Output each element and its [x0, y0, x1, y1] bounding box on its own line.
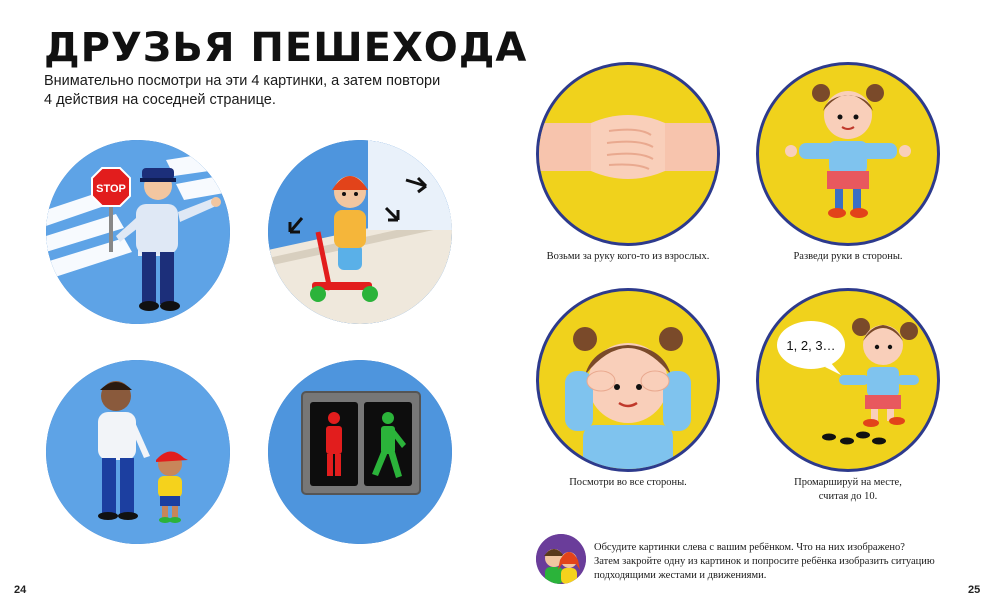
traffic-officer-image — [46, 140, 230, 324]
pedestrian-traffic-light-image — [268, 360, 452, 544]
caption-line: Посмотри во все стороны. — [569, 477, 687, 488]
card-caption — [530, 250, 726, 264]
intro-text — [44, 72, 441, 110]
page-title: ДРУЗЬЯ ПЕШЕХОДА — [44, 25, 528, 71]
hold-hands-image — [536, 62, 720, 246]
arms-out-image — [756, 62, 940, 246]
page-number-left: 24 — [14, 584, 27, 596]
parents-avatar — [536, 534, 586, 584]
note-line: подходящими жестами и движениями. — [594, 570, 767, 581]
caption-line: Промаршируй на месте, — [794, 477, 902, 488]
caption-line: Разведи руки в стороны. — [793, 251, 903, 262]
caption-line: считая до 10. — [818, 491, 878, 502]
card-caption — [750, 476, 946, 504]
parent-note — [594, 541, 954, 583]
adult-and-child-image — [46, 360, 230, 544]
note-line: Затем закройте одну из картинок и попросите ребёнка изобразить ситуацию — [594, 556, 935, 567]
scooter-child-image — [268, 140, 452, 324]
stop-sign-text: STOP — [96, 183, 126, 195]
card-caption — [750, 250, 946, 264]
speech-bubble-text: 1, 2, 3… — [786, 338, 836, 353]
intro-line: 4 действия на соседней странице. — [44, 92, 276, 108]
card-caption — [530, 476, 726, 490]
page-number-right: 25 — [968, 584, 981, 596]
note-line: Обсудите картинки слева с вашим ребёнком. Что на них изображено? — [594, 542, 905, 553]
march-in-place-image — [756, 288, 940, 472]
intro-line: Внимательно посмотри на эти 4 картинки, а затем повтори — [44, 73, 441, 89]
look-around-image — [536, 288, 720, 472]
caption-line: Возьми за руку кого-то из взрослых. — [546, 251, 710, 262]
